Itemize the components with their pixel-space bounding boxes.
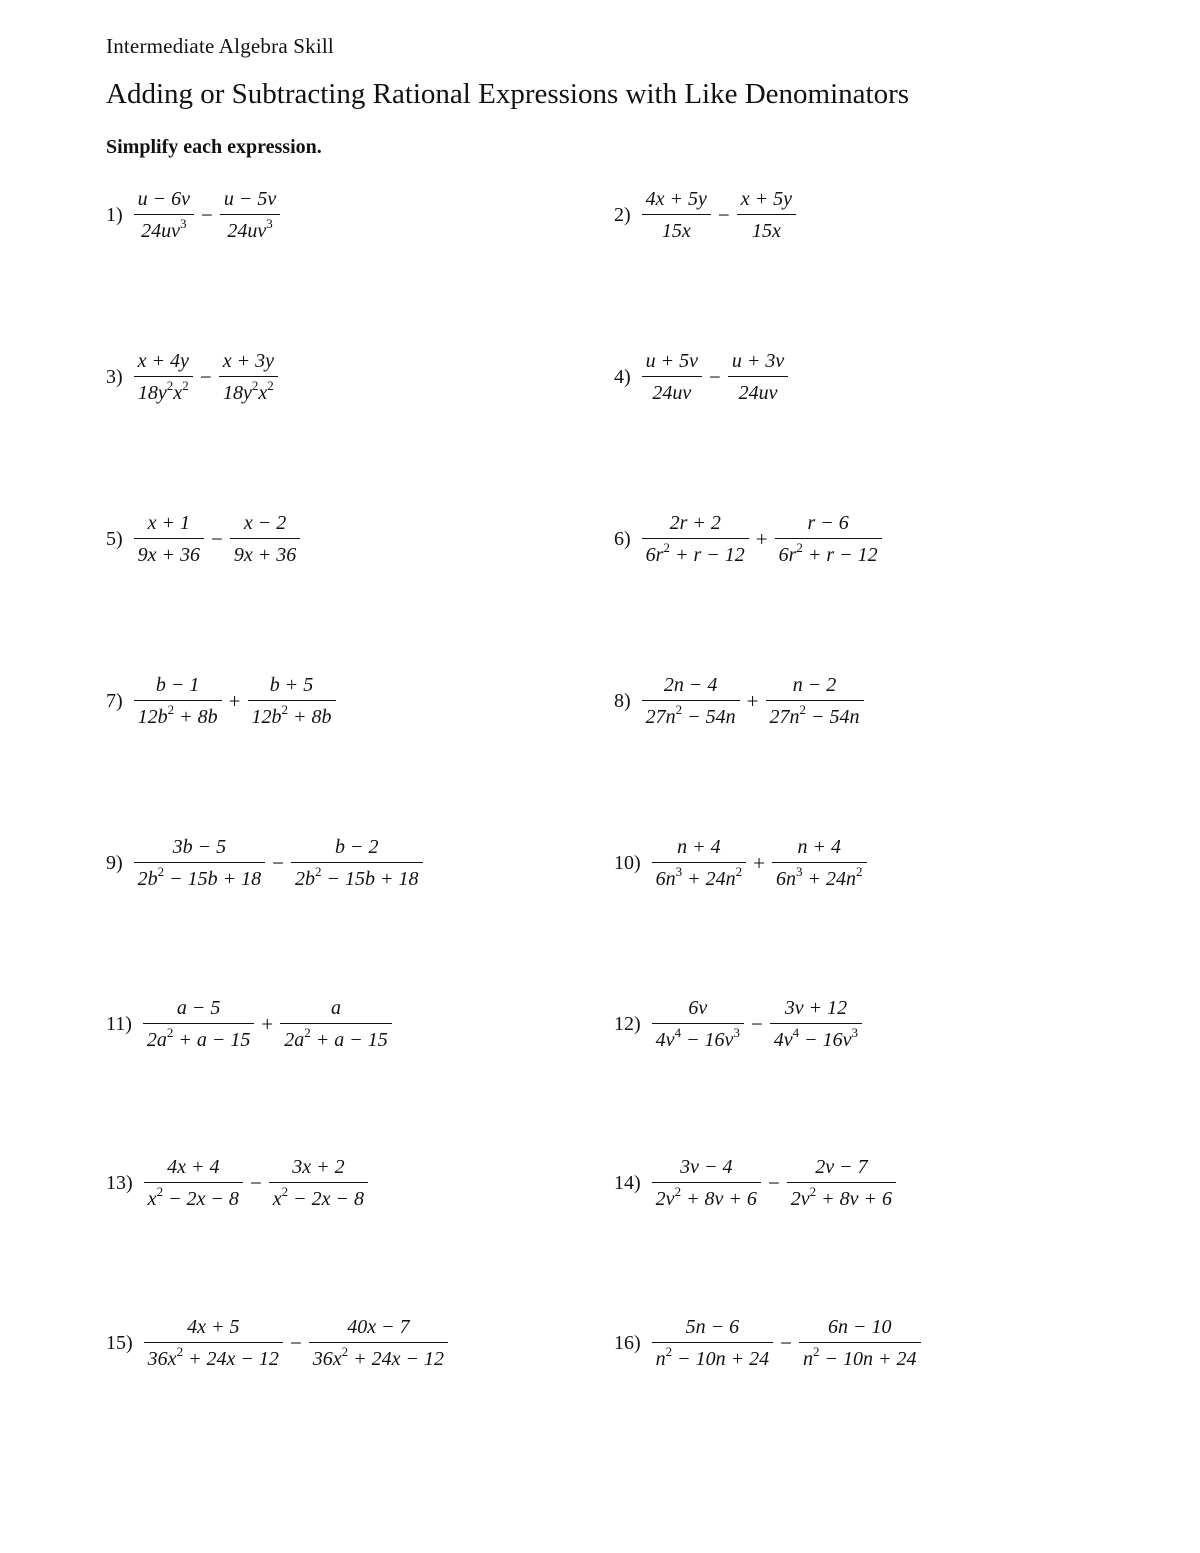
fraction-2 — [306, 1316, 451, 1370]
problem-6 — [614, 512, 885, 566]
numerator: b − 2 — [335, 836, 379, 858]
problem-number: 9) — [106, 851, 123, 874]
problem-number: 15) — [106, 1331, 133, 1354]
denominator: $2v^2 + 8v + 6$ — [790, 1184, 893, 1210]
denominator: $6r^2 + r - 12$ — [645, 540, 745, 566]
fraction-2 — [763, 674, 867, 728]
denominator: $4v^4 - 16v^3$ — [655, 1025, 740, 1051]
fraction-2 — [245, 674, 339, 728]
fraction-1 — [131, 512, 207, 566]
fraction-1 — [639, 188, 714, 242]
numerator: x + 1 — [147, 512, 191, 534]
denominator: $x^2 - 2x - 8$ — [272, 1184, 365, 1210]
denominator: $n^2 - 10n + 24$ — [655, 1344, 770, 1370]
problem-number: 4) — [614, 365, 631, 388]
operator: − — [201, 202, 213, 227]
denominator: $4v^4 - 16v^3$ — [773, 1025, 859, 1051]
denominator: $2b^2 - 15b + 18$ — [295, 864, 419, 890]
fraction-2 — [772, 512, 885, 566]
worksheet-title: Adding or Subtracting Rational Expressions with Like Denominators — [106, 78, 910, 110]
denominator: $n^2 - 10n + 24$ — [803, 1344, 917, 1370]
denominator: $27n^2 - 54n$ — [645, 702, 736, 728]
denominator: $6n^3 + 24n^2$ — [776, 864, 863, 890]
numerator: 4x + 5 — [187, 1316, 240, 1338]
operator: − — [750, 1011, 763, 1036]
numerator: u − 5v — [223, 188, 277, 210]
operator: − — [767, 1170, 780, 1195]
denominator: $6n^3 + 24n^2$ — [655, 864, 743, 890]
fraction-2 — [266, 1156, 371, 1210]
denominator: 24uv — [652, 382, 692, 404]
denominator: $24uv^3$ — [141, 216, 187, 242]
denominator: $2a^2 + a - 15$ — [146, 1025, 251, 1051]
numerator: n − 2 — [792, 674, 837, 696]
numerator: 2n − 4 — [663, 674, 718, 696]
problem-14 — [614, 1156, 899, 1210]
fraction-1 — [141, 1156, 246, 1210]
operator: + — [261, 1011, 274, 1036]
denominator: 15x — [751, 220, 781, 242]
problem-7 — [106, 674, 339, 728]
problem-15 — [106, 1316, 451, 1370]
numerator: 4x + 4 — [167, 1156, 220, 1178]
operator: − — [199, 364, 212, 389]
problem-number: 12) — [614, 1012, 641, 1035]
operator: + — [755, 526, 768, 551]
denominator: $12b^2 + 8b$ — [137, 702, 218, 728]
problem-5 — [106, 512, 303, 566]
fraction-2 — [277, 997, 395, 1051]
denominator: 9x + 36 — [233, 544, 297, 566]
denominator: 24uv — [738, 382, 778, 404]
numerator: u + 3v — [731, 350, 785, 372]
numerator: 3x + 2 — [292, 1156, 345, 1178]
fraction-2 — [725, 350, 791, 404]
operator: − — [249, 1170, 262, 1195]
fraction-1 — [649, 836, 750, 890]
problem-11 — [106, 997, 395, 1051]
course-name: Intermediate Algebra Skill — [106, 34, 334, 58]
numerator: 6n − 10 — [828, 1316, 892, 1338]
fraction-1 — [131, 836, 269, 890]
denominator: $x^2 - 2x - 8$ — [147, 1184, 239, 1210]
problem-8 — [614, 674, 867, 728]
problem-number: 11) — [106, 1012, 132, 1035]
fraction-2 — [767, 997, 865, 1051]
denominator: $24uv^3$ — [227, 216, 273, 242]
problem-number: 13) — [106, 1171, 133, 1194]
problem-number: 10) — [614, 851, 641, 874]
numerator: u + 5v — [645, 350, 699, 372]
problem-1 — [106, 188, 283, 242]
fraction-2 — [734, 188, 799, 242]
denominator: $6r^2 + r - 12$ — [778, 540, 878, 566]
numerator: 2v − 7 — [815, 1156, 868, 1178]
fraction-2 — [769, 836, 870, 890]
fraction-1 — [639, 674, 743, 728]
problem-number: 3) — [106, 365, 123, 388]
problem-3 — [106, 350, 281, 404]
fraction-2 — [784, 1156, 899, 1210]
problem-2 — [614, 188, 799, 242]
numerator: x + 5y — [740, 188, 793, 210]
instructions: Simplify each expression. — [106, 136, 322, 158]
numerator: 3v + 12 — [784, 997, 848, 1019]
numerator: a — [331, 997, 342, 1019]
problem-number: 14) — [614, 1171, 641, 1194]
numerator: a − 5 — [176, 997, 221, 1019]
operator: − — [272, 850, 285, 875]
numerator: u − 6v — [137, 188, 191, 210]
numerator: x − 2 — [243, 512, 287, 534]
denominator: $2b^2 - 15b + 18$ — [137, 864, 262, 890]
fraction-1 — [639, 512, 752, 566]
fraction-1 — [649, 1316, 777, 1370]
fraction-1 — [131, 350, 196, 404]
numerator: 3v − 4 — [680, 1156, 733, 1178]
problem-16 — [614, 1316, 924, 1370]
problem-number: 7) — [106, 689, 123, 712]
denominator: $36x^2 + 24x - 12$ — [147, 1344, 279, 1370]
numerator: n + 4 — [677, 836, 721, 858]
operator: + — [746, 688, 759, 713]
denominator: $12b^2 + 8b$ — [251, 702, 332, 728]
operator: − — [780, 1330, 793, 1355]
denominator: $2v^2 + 8v + 6$ — [655, 1184, 757, 1210]
operator: + — [228, 688, 241, 713]
denominator: $18y^2x^2$ — [137, 378, 189, 404]
denominator: $36x^2 + 24x - 12$ — [312, 1344, 445, 1370]
fraction-2 — [216, 350, 281, 404]
denominator: $18y^2x^2$ — [223, 378, 274, 404]
problem-number: 6) — [614, 527, 631, 550]
problem-number: 1) — [106, 203, 123, 226]
numerator: 2r + 2 — [669, 512, 721, 534]
numerator: x + 3y — [222, 350, 275, 372]
operator: − — [211, 526, 223, 551]
fraction-1 — [131, 674, 225, 728]
numerator: n + 4 — [797, 836, 842, 858]
operator: − — [709, 364, 721, 389]
numerator: x + 4y — [137, 350, 189, 372]
operator: − — [289, 1330, 302, 1355]
problem-9 — [106, 836, 426, 890]
fraction-2 — [217, 188, 283, 242]
fraction-2 — [288, 836, 426, 890]
fraction-2 — [227, 512, 303, 566]
numerator: b + 5 — [269, 674, 314, 696]
problem-number: 16) — [614, 1331, 641, 1354]
operator: + — [753, 850, 766, 875]
denominator: $27n^2 - 54n$ — [769, 702, 860, 728]
problem-number: 2) — [614, 203, 631, 226]
fraction-1 — [649, 997, 747, 1051]
problem-13 — [106, 1156, 371, 1210]
numerator: r − 6 — [807, 512, 849, 534]
problem-number: 5) — [106, 527, 123, 550]
problem-number: 8) — [614, 689, 631, 712]
numerator: b − 1 — [155, 674, 200, 696]
numerator: 40x − 7 — [347, 1316, 410, 1338]
fraction-1 — [140, 997, 258, 1051]
fraction-1 — [639, 350, 705, 404]
numerator: 6v — [688, 997, 708, 1019]
fraction-1 — [649, 1156, 764, 1210]
problem-10 — [614, 836, 870, 890]
numerator: 3b − 5 — [172, 836, 227, 858]
operator: − — [717, 202, 730, 227]
denominator: 9x + 36 — [137, 544, 201, 566]
problem-4 — [614, 350, 791, 404]
numerator: 5n − 6 — [685, 1316, 740, 1338]
denominator: $2a^2 + a - 15$ — [284, 1025, 388, 1051]
problem-12 — [614, 997, 865, 1051]
fraction-2 — [796, 1316, 924, 1370]
denominator: 15x — [661, 220, 691, 242]
numerator: 4x + 5y — [645, 188, 707, 210]
fraction-1 — [131, 188, 197, 242]
fraction-1 — [141, 1316, 286, 1370]
